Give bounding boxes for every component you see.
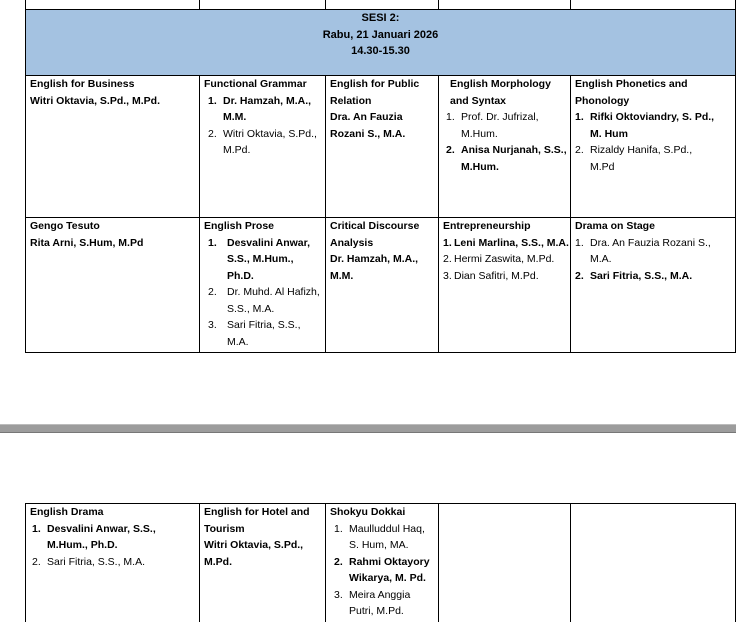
cell-english-for-public-relation <box>330 76 436 142</box>
lecturer-list-item: 3. Dian Safitri, M.Pd. <box>443 269 539 282</box>
cell-english-prose <box>204 218 320 350</box>
lecturer-list-item: 1. Desvalini Anwar, S.S., M.Hum., Ph.D. <box>208 236 311 282</box>
lecturer-list-item: 1. Dr. Hamzah, M.A., M.M. <box>208 94 312 123</box>
course-title: Functional Grammar <box>204 78 307 90</box>
course-title: English Morphology and Syntax <box>450 78 551 107</box>
lecturer-list-item: 2. Hermi Zaswita, M.Pd. <box>443 253 555 265</box>
course-title: Gengo Tesuto <box>30 220 100 232</box>
course-title: Entrepreneurship <box>443 220 531 232</box>
lecturer-list-item: 2. Anisa Nurjanah, S.S., M.Hum. <box>446 144 567 173</box>
course-title: English for Hotel and Tourism <box>204 506 310 535</box>
session-header <box>26 10 735 75</box>
cell-entrepreneurship <box>443 218 569 284</box>
lecturer-list-item: 2. Dr. Muhd. Al Hafizh, S.S., M.A. <box>208 286 320 315</box>
cell-english-hotel-tourism <box>204 504 322 570</box>
course-title: English Phonetics and Phonology <box>575 78 688 107</box>
lecturer-list-item: 2. Sari Fitria, S.S., M.A. <box>32 555 146 568</box>
cell-english-phonetics-phonology <box>575 76 733 175</box>
lecturer-list-item: 1. Rifki Oktoviandry, S. Pd., M. Hum <box>575 111 715 140</box>
session-time: 14.30-15.30 <box>351 45 410 57</box>
session-label: SESI 2: <box>361 12 400 24</box>
cell-english-for-business <box>30 76 196 109</box>
lecturer-list-item: 1. Dra. An Fauzia Rozani S., M.A. <box>575 236 711 265</box>
course-title: English for Public Relation <box>330 78 420 107</box>
cell-functional-grammar <box>204 76 324 159</box>
cell-english-drama <box>30 504 196 570</box>
cell-english-morphology-syntax <box>446 76 568 175</box>
lecturer-list-item: 2. Witri Oktavia, S.Pd., M.Pd. <box>208 127 317 156</box>
cell-gengo-tesuto <box>30 218 196 251</box>
page-break-separator <box>0 424 736 433</box>
lecturer-name: Witri Oktavia, S.Pd., M.Pd. <box>204 539 304 568</box>
cell-drama-on-stage <box>575 218 733 284</box>
course-title: Shokyu Dokkai <box>330 506 406 518</box>
lecturer-list-item: 2. Sari Fitria, S.S., M.A. <box>575 269 693 282</box>
course-title: English Prose <box>204 220 275 232</box>
lecturer-list-item: 1. Prof. Dr. Jufrizal, M.Hum. <box>446 111 539 140</box>
lecturer-list-item: 1. Leni Marlina, S.S., M.A. <box>443 236 569 249</box>
session-date: Rabu, 21 Januari 2026 <box>322 28 439 41</box>
cell-critical-discourse-analysis <box>330 218 436 284</box>
course-title: English for Business <box>30 78 135 90</box>
lecturer-name: Witri Oktavia, S.Pd., M.Pd. <box>30 94 161 107</box>
course-title: Drama on Stage <box>575 220 655 232</box>
lecturer-name: Rita Arni, S.Hum, M.Pd <box>30 236 144 249</box>
course-title: Critical Discourse Analysis <box>330 220 420 249</box>
lecturer-name: Dr. Hamzah, M.A., M.M. <box>330 253 419 282</box>
lecturer-list-item: 1. Maulluddul Haq, S. Hum, MA. <box>334 522 425 551</box>
lecturer-name: Dra. An Fauzia Rozani S., M.A. <box>330 111 406 140</box>
course-title: English Drama <box>30 506 104 518</box>
lecturer-list-item: 2. Rizaldy Hanifa, S.Pd., M.Pd <box>575 144 693 173</box>
lecturer-list-item: 2. Rahmi Oktayory Wikarya, M. Pd. <box>334 555 430 584</box>
lecturer-list-item: 1. Desvalini Anwar, S.S., M.Hum., Ph.D. <box>32 522 156 551</box>
cell-shokyu-dokkai <box>330 504 434 620</box>
lecturer-list-item: 3. Meira Anggia Putri, M.Pd. <box>334 588 411 617</box>
lecturer-list-item: 3. Sari Fitria, S.S., M.A. <box>208 319 301 348</box>
